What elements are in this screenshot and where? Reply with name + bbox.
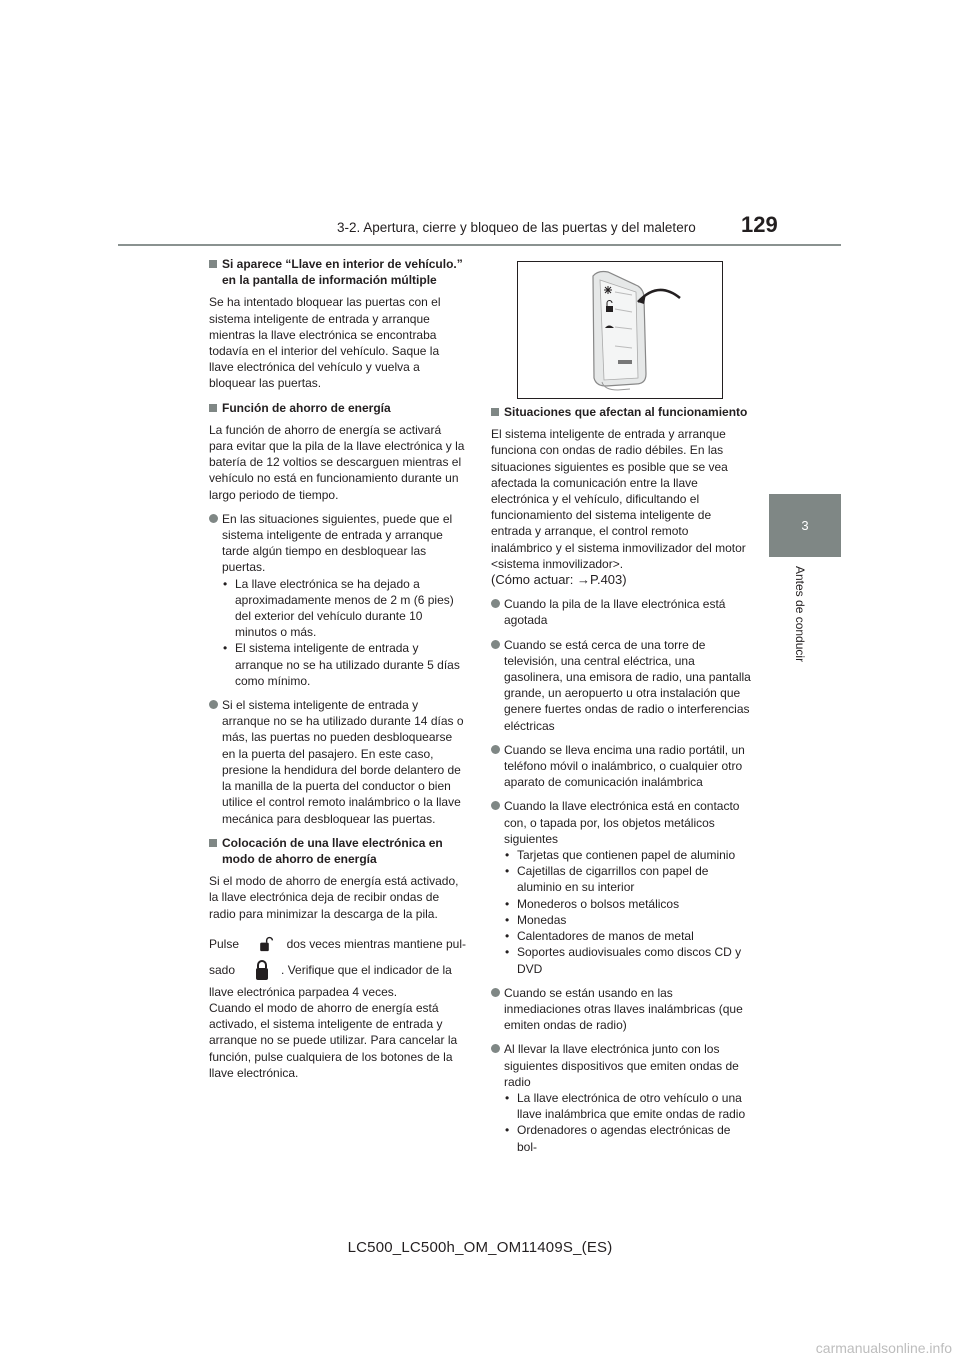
heading-set-battery-saving: Colocación de una llave electrónica en modo de ahorro de energía xyxy=(209,835,466,867)
instruction-text: . Verifique que el indicador de la xyxy=(281,962,452,977)
bullet-text: Cuando se lleva encima una radio portátil, un teléfono móvil o inalámbrico, o cualquier otro aparato de comunicación inalámbrica xyxy=(504,742,745,790)
page-number: 129 xyxy=(741,212,778,237)
right-column xyxy=(491,404,751,1163)
heading-key-inside: Si aparece “Llave en interior de vehículo.” en la pantalla de información múltiple xyxy=(209,256,466,288)
heading-battery-saving: Función de ahorro de energía xyxy=(209,400,466,416)
bullet-icon xyxy=(491,640,500,649)
page-reference: (Cómo actuar: →P.403) xyxy=(491,572,627,588)
paragraph: llave electrónica parpadea 4 veces. xyxy=(209,984,398,999)
bullet-text: Al llevar la llave electrónica junto con los siguientes dispositivos que emiten ondas de radio xyxy=(504,1042,739,1089)
left-column xyxy=(209,256,466,1089)
instruction-line xyxy=(209,958,466,982)
bullet-item xyxy=(209,697,466,827)
bullet-icon xyxy=(491,1044,500,1053)
bullet-text: Cuando se está cerca de una torre de televisión, una central eléctrica, una gasolinera, una emisora de radio, una pantalla grande, un aeropuerto u otra instalación que genere fuertes ondas de radio o interferencias eléctricas xyxy=(504,637,751,733)
chapter-number: 3 xyxy=(801,518,809,533)
bullet-icon xyxy=(491,599,500,608)
instruction-text: dos veces mientras mantiene pul- xyxy=(286,936,466,951)
bullet-text: Si el sistema inteligente de entrada y arranque no se ha utilizado durante 14 días o más, las puertas no pueden desbloquearse en la puerta del pasajero. En este caso, presione la hendidura del borde delantero de la manilla de la puerta del conductor o bien utilice el control remoto inalámbrico o la llave mecánica para desbloquear las puertas. xyxy=(222,698,464,826)
sub-item: • La llave electrónica de otro vehículo o una llave inalámbrica que emite ondas de radio xyxy=(504,1090,751,1122)
bullet-icon xyxy=(209,700,218,709)
unlock-icon xyxy=(253,933,275,955)
bullet-icon xyxy=(209,514,218,523)
instruction-text: sado xyxy=(209,962,236,977)
electronic-key-icon xyxy=(518,262,722,398)
sub-item: • Ordenadores o agendas electrónicas de bol- xyxy=(504,1122,751,1154)
paragraph: La función de ahorro de energía se activará para evitar que la pila de la llave electrónica y la batería de 12 voltios se descarguen mientras el vehículo no está en funcionamiento durante un largo periodo de tiempo. xyxy=(209,422,465,502)
chapter-tab xyxy=(769,494,841,557)
document-code: LC500_LC500h_OM_OM11409S_(ES) xyxy=(347,1239,613,1256)
sub-item: • Monederos o bolsos metálicos xyxy=(504,896,751,912)
bullet-icon xyxy=(491,988,500,997)
bullet-item xyxy=(491,596,751,628)
instruction-line xyxy=(209,932,466,956)
paragraph: Cuando el modo de ahorro de energía está activado, el sistema inteligente de entrada y arranque no se puede utilizar. Para cancelar la función, pulse cualquiera de los botones de la llave electrónica. xyxy=(209,1000,458,1080)
header-divider xyxy=(118,244,841,246)
bullet-item xyxy=(491,798,751,976)
sub-item: • El sistema inteligente de entrada y arranque no se ha utilizado durante 5 días como mínimo. xyxy=(222,640,466,689)
sub-item: • Soportes audiovisuales como discos CD y DVD xyxy=(504,944,751,976)
lock-icon xyxy=(247,959,277,981)
bullet-icon xyxy=(491,801,500,810)
bullet-item xyxy=(491,985,751,1034)
bullet-text: En las situaciones siguientes, puede que el sistema inteligente de entrada y arranque tarde algún tiempo en desbloquear las puertas. xyxy=(222,511,453,575)
chapter-label: Antes de conducir xyxy=(793,566,807,663)
sub-item: • Monedas xyxy=(504,912,751,928)
paragraph: Se ha intentado bloquear las puertas con el sistema inteligente de entrada y arranque mientras la llave electrónica se encontraba todavía en el interior del vehículo. Saque la llave electrónica del vehículo y vuelva a bloquear las puertas. xyxy=(209,295,441,391)
paragraph: El sistema inteligente de entrada y arranque funciona con ondas de radio débiles. En las situaciones siguientes es posible que se vea afectada la comunicación entre la llave electrónica y el vehículo, dificultando el funcionamiento del sistema inteligente de entrada y arranque, el control remoto inalámbrico y el sistema inmovilizador del motor <sistema inmovilizador>. xyxy=(491,427,746,571)
section-title: 3-2. Apertura, cierre y bloqueo de las puertas y del maletero xyxy=(337,220,696,235)
heading-conditions: Situaciones que afectan al funcionamiento xyxy=(491,404,751,420)
sub-item: • Cajetillas de cigarrillos con papel de aluminio en su interior xyxy=(504,863,751,895)
key-illustration xyxy=(517,261,723,399)
bullet-text: Cuando la pila de la llave electrónica está agotada xyxy=(504,597,726,628)
bullet-item xyxy=(491,637,751,734)
paragraph: Si el modo de ahorro de energía está activado, la llave electrónica deja de recibir ondas de radio para minimizar la descarga de la pila. xyxy=(209,874,459,921)
watermark: carmanualsonline.info xyxy=(815,1340,952,1356)
sub-item: • Calentadores de manos de metal xyxy=(504,928,751,944)
sub-item: • La llave electrónica se ha dejado a aproximadamente menos de 2 m (6 pies) del exterior del vehículo durante 10 minutos o más. xyxy=(222,576,466,641)
bullet-text: Cuando la llave electrónica está en contacto con, o tapada por, los objetos metálicos siguientes xyxy=(504,799,740,846)
sub-item: • Tarjetas que contienen papel de aluminio xyxy=(504,847,751,863)
bullet-item xyxy=(491,742,751,791)
bullet-item xyxy=(209,511,466,689)
bullet-item xyxy=(491,1041,751,1154)
bullet-icon xyxy=(491,745,500,754)
bullet-text: Cuando se están usando en las inmediaciones otras llaves inalámbricas (que emiten ondas de radio) xyxy=(504,985,743,1033)
instruction-text: Pulse xyxy=(209,936,240,951)
